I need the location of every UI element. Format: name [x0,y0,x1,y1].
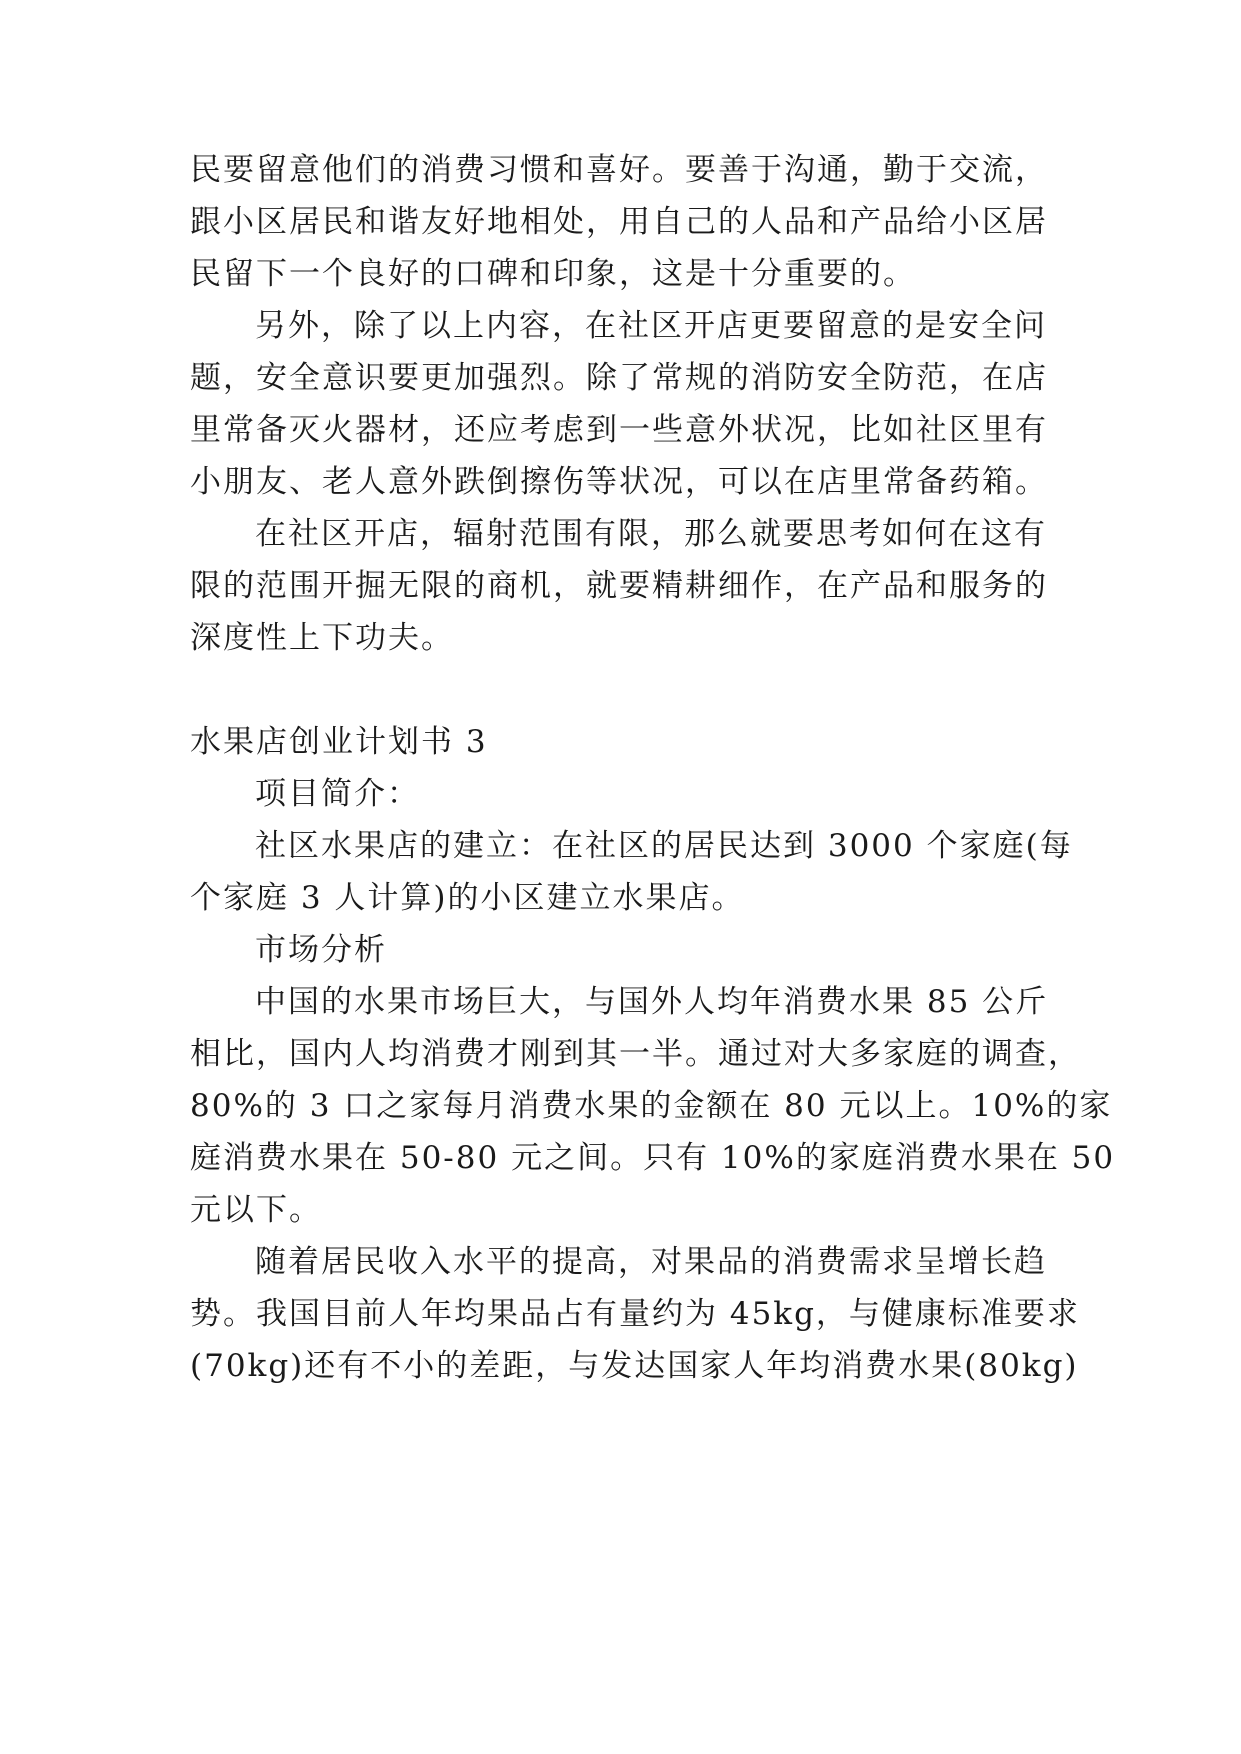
paragraph-line: 跟小区居民和谐友好地相处，用自己的人品和产品给小区居 [190,204,1048,240]
paragraph-line: 相比，国内人均消费才刚到其一半。通过对大多家庭的调查， [190,1036,1081,1072]
subheading: 市场分析 [255,932,387,968]
paragraph-line: 里常备灭火器材，还应考虑到一些意外状况，比如社区里有 [190,412,1048,448]
paragraph-line: 随着居民收入水平的提高，对果品的消费需求呈增长趋 [255,1244,1047,1280]
paragraph-line: 元以下。 [190,1192,322,1228]
paragraph-line: 小朋友、老人意外跌倒擦伤等状况，可以在店里常备药箱。 [190,464,1048,500]
section-heading: 水果店创业计划书 3 [190,724,488,760]
paragraph-line: 在社区开店，辐射范围有限，那么就要思考如何在这有 [255,516,1047,552]
paragraph-line: 题，安全意识要更加强烈。除了常规的消防安全防范，在店 [190,360,1048,396]
paragraph-line: 个家庭 3 人计算)的小区建立水果店。 [190,880,745,916]
paragraph-line: 另外，除了以上内容，在社区开店更要留意的是安全问 [255,308,1047,344]
subheading: 项目简介： [255,776,420,812]
paragraph-line: 势。我国目前人年均果品占有量约为 45kg，与健康标准要求 [190,1296,1080,1332]
paragraph-line: 限的范围开掘无限的商机，就要精耕细作，在产品和服务的 [190,568,1048,604]
paragraph-line: 民要留意他们的消费习惯和喜好。要善于沟通，勤于交流， [190,152,1048,188]
paragraph-line: 中国的水果市场巨大，与国外人均年消费水果 85 公斤 [255,984,1049,1020]
paragraph-line: 80%的 3 口之家每月消费水果的金额在 80 元以上。10%的家 [190,1088,1113,1124]
paragraph-line: 深度性上下功夫。 [190,620,454,656]
paragraph-line: (70kg)还有不小的差距，与发达国家人年均消费水果(80kg) [190,1348,1079,1384]
paragraph-line: 庭消费水果在 50-80 元之间。只有 10%的家庭消费水果在 50 [190,1140,1116,1176]
paragraph-line: 民留下一个良好的口碑和印象，这是十分重要的。 [190,256,916,292]
paragraph-line: 社区水果店的建立：在社区的居民达到 3000 个家庭(每 [255,828,1073,864]
